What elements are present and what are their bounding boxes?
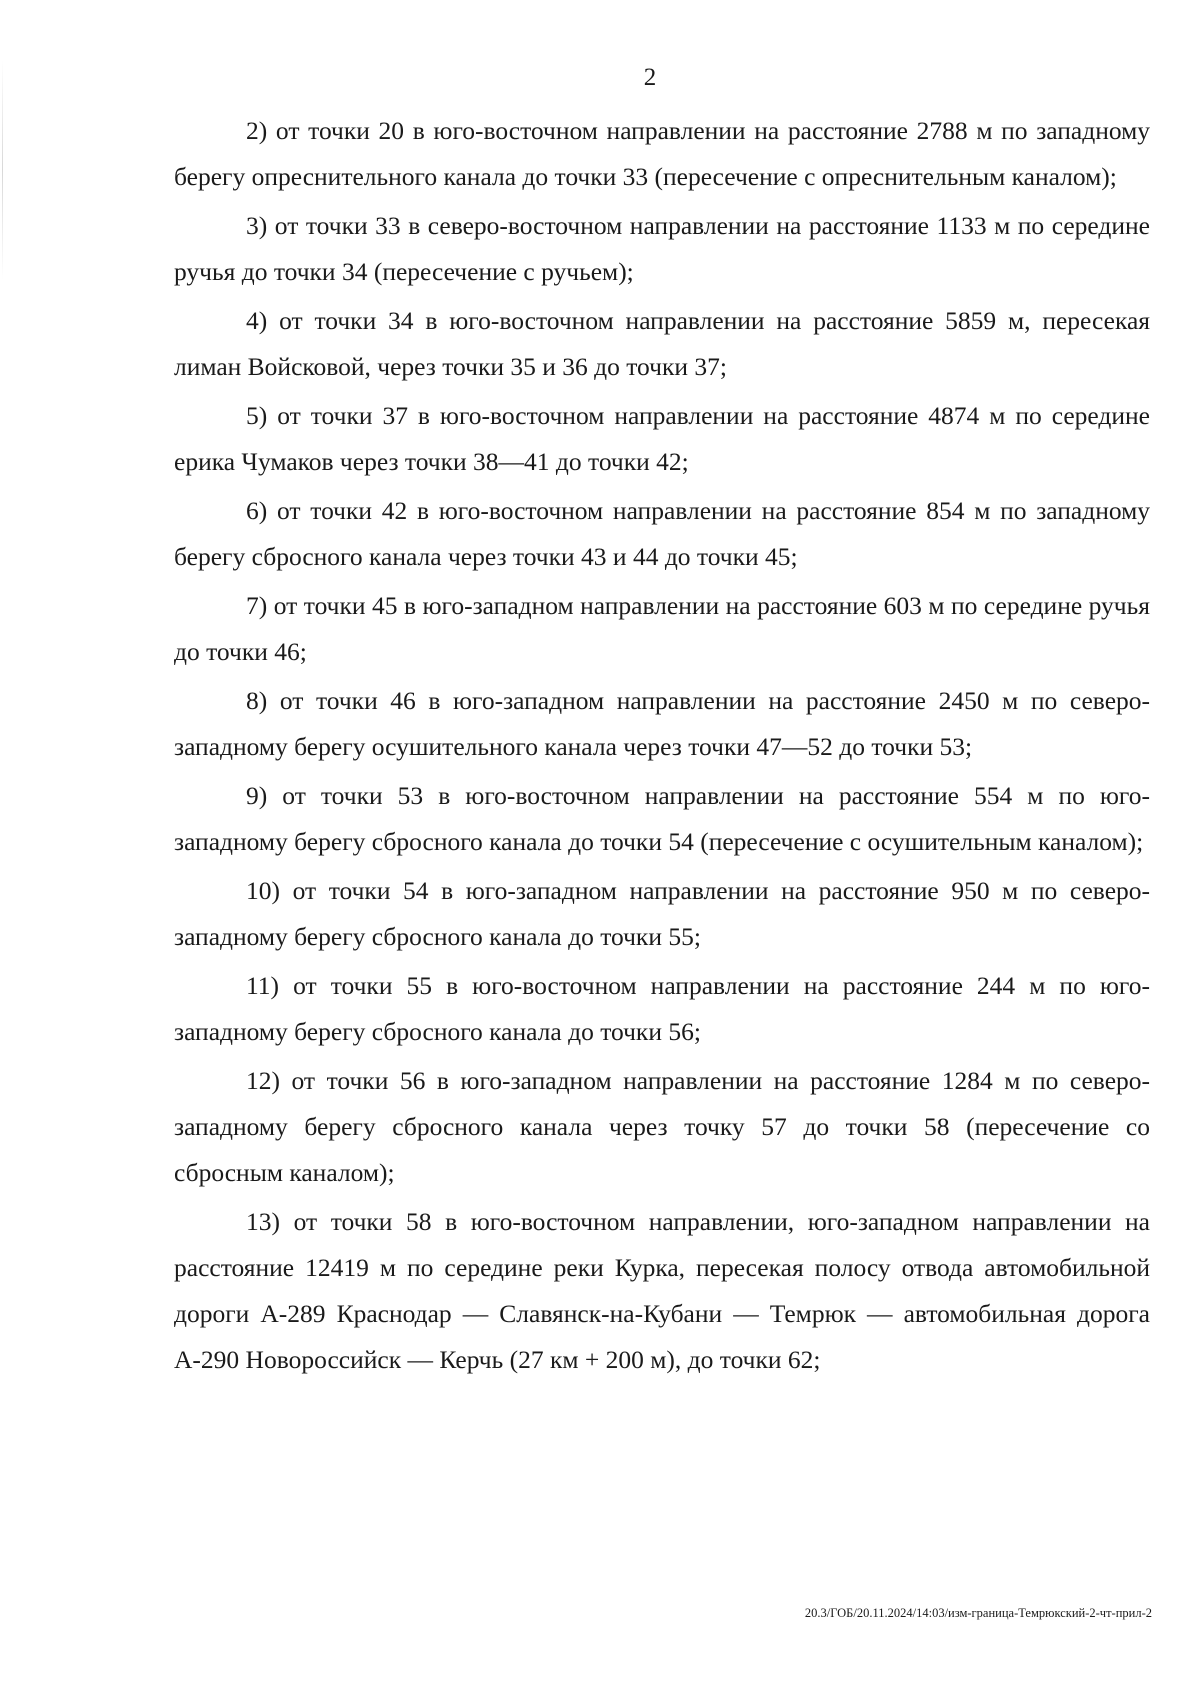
scan-edge-artifact <box>2 60 3 280</box>
paragraph-item-3: 3) от точки 33 в северо-восточном направлении на расстояние 1133 м по середине ручья до точки 34 (пересечение с ручьем); <box>174 211 1150 286</box>
paragraph-item-12: 12) от точки 56 в юго-западном направлении на расстояние 1284 м по северо-западному берегу сбросного канала через точку 57 до точки 58 (пересечение со сбросным каналом); <box>174 1066 1150 1187</box>
paragraph-item-6: 6) от точки 42 в юго-восточном направлении на расстояние 854 м по западному берегу сбросного канала через точки 43 и 44 до точки 45; <box>174 496 1150 571</box>
paragraph-item-13: 13) от точки 58 в юго-восточном направлении, юго-западном направлении на расстояние 12419 м по середине реки Курка, пересекая полосу отвода автомобильной дороги А-289 Краснодар — Славянск-на-Кубани — Темрюк — автомобильная дорога А-290 Новороссийск — Керчь (27 км + 200 м), до точки 62; <box>174 1207 1150 1374</box>
paragraph-item-11: 11) от точки 55 в юго-восточном направлении на расстояние 244 м по юго-западному берегу сбросного канала до точки 56; <box>174 971 1150 1046</box>
page-number: 2 <box>643 64 657 91</box>
paragraph-item-2: 2) от точки 20 в юго-восточном направлении на расстояние 2788 м по западному берегу опреснительного канала до точки 33 (пересечение с опреснительным каналом); <box>174 116 1150 191</box>
document-body <box>174 108 1150 1386</box>
paragraph-item-5: 5) от точки 37 в юго-восточном направлении на расстояние 4874 м по середине ерика Чумаков через точки 38—41 до точки 42; <box>174 401 1150 476</box>
paragraph-item-4: 4) от точки 34 в юго-восточном направлении на расстояние 5859 м, пересекая лиман Войсковой, через точки 35 и 36 до точки 37; <box>174 306 1150 381</box>
paragraph-item-9: 9) от точки 53 в юго-восточном направлении на расстояние 554 м по юго-западному берегу сбросного канала до точки 54 (пересечение с осушительным каналом); <box>174 781 1150 856</box>
document-footer-code: 20.3/ГОБ/20.11.2024/14:03/изм-граница-Темрюкский-2-чт-прил-2 <box>804 1606 1152 1620</box>
paragraph-item-10: 10) от точки 54 в юго-западном направлении на расстояние 950 м по северо-западному берегу сбросного канала до точки 55; <box>174 876 1150 951</box>
paragraph-item-8: 8) от точки 46 в юго-западном направлении на расстояние 2450 м по северо-западному берегу осушительного канала через точки 47—52 до точки 53; <box>174 686 1150 761</box>
paragraph-item-7: 7) от точки 45 в юго-западном направлении на расстояние 603 м по середине ручья до точки 46; <box>174 591 1150 666</box>
